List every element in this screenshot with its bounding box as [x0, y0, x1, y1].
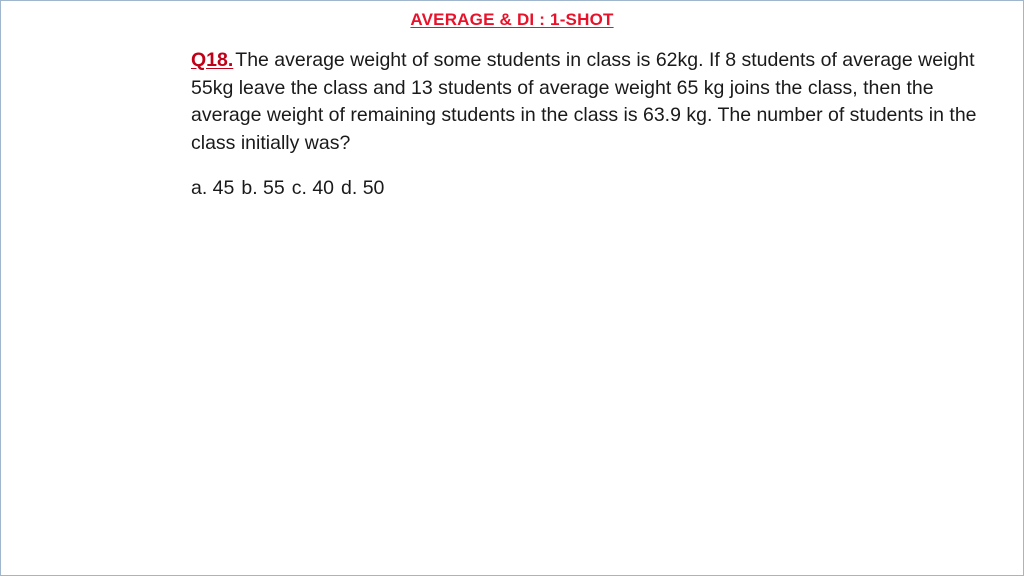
- option-d[interactable]: d. 50: [341, 176, 385, 199]
- slide-content: [191, 47, 981, 202]
- question-block: [191, 47, 981, 158]
- option-a[interactable]: a. 45: [191, 176, 235, 199]
- question-text: The average weight of some students in class is 62kg. If 8 students of average weight 55kg leave the class and 13 students of average weight 65 kg joins the class, then the average weight of remaining students in the class is 63.9 kg. The number of students in the class initially was?: [191, 49, 977, 155]
- question-number: Q18.: [191, 49, 234, 71]
- option-b[interactable]: b. 55: [241, 176, 285, 199]
- slide-title-text: AVERAGE & DI : 1-SHOT: [410, 10, 614, 29]
- slide-title: [1, 10, 1023, 30]
- options-row: [191, 175, 981, 203]
- option-c[interactable]: c. 40: [291, 176, 335, 199]
